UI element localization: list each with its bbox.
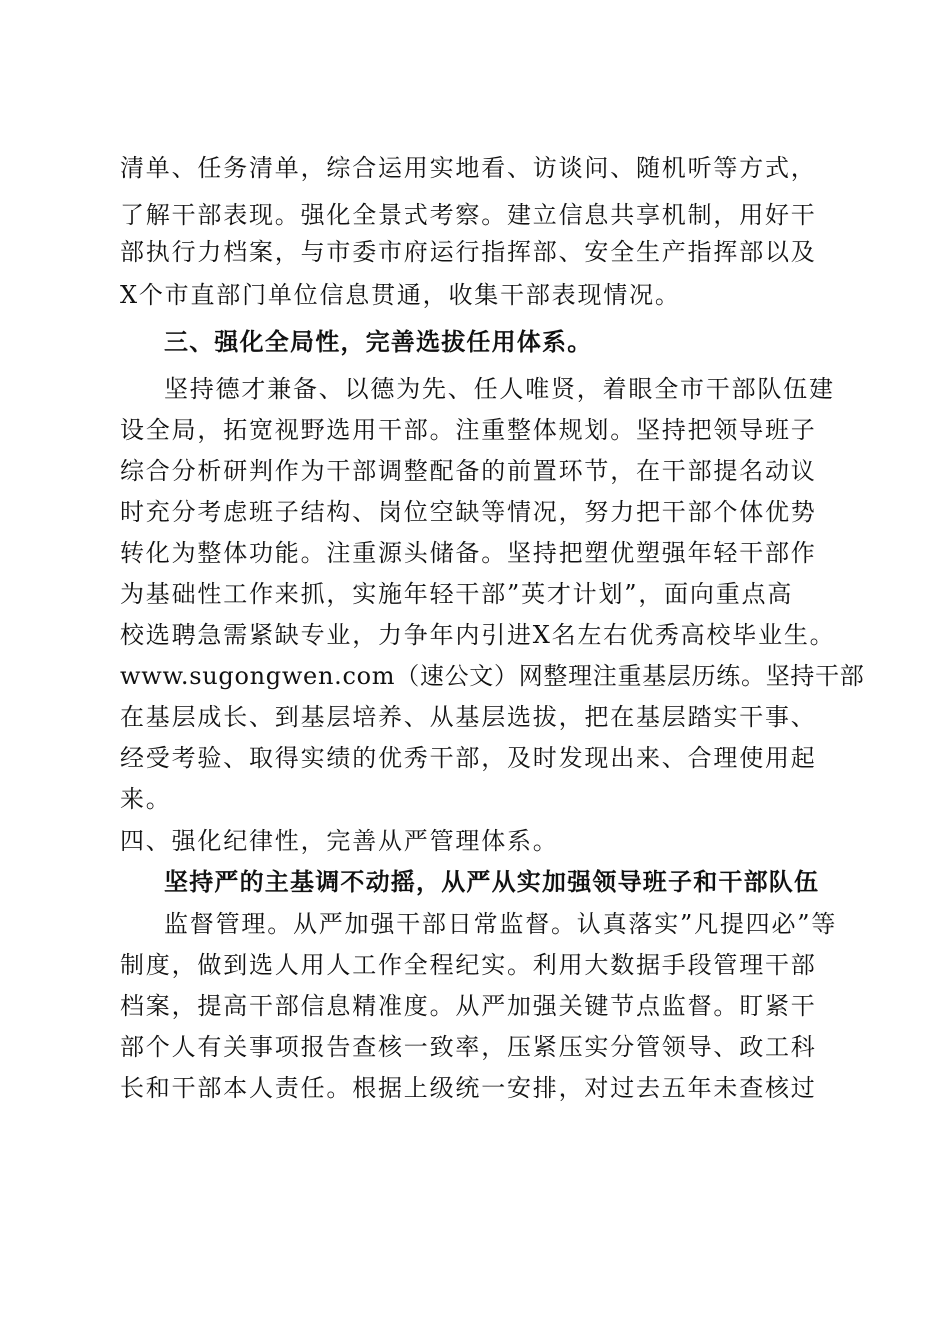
body-line: 部个人有关事项报告查核一致率，压紧压实分管领导、政工科 (120, 1033, 817, 1061)
body-line: 综合分析研判作为干部调整配备的前置环节，在干部提名动议 (120, 457, 817, 485)
section-heading: 三、强化全局性，完善选拔任用体系。 (164, 328, 593, 356)
body-line: 经受考验、取得实绩的优秀干部，及时发现出来、合理使用起 (120, 744, 817, 772)
body-line: 来。 (120, 785, 172, 813)
paragraph-first-line: 监督管理。从严加强干部日常监督。认真落实”凡提四必”等 (164, 910, 838, 938)
body-line: X个市直部门单位信息贯通，收集干部表现情况。 (120, 281, 681, 309)
body-line (120, 1147, 828, 1193)
section-heading: 坚持严的主基调不动摇，从严从实加强领导班子和干部队伍 (164, 868, 820, 896)
body-line: 档案，提高干部信息精准度。从严加强关键节点监督。盯紧干 (120, 992, 817, 1020)
body-line: 校选聘急需紧缺专业，力争年内引进X名左右优秀高校毕业生。 (120, 621, 836, 649)
body-line: 时充分考虑班子结构、岗位空缺等情况，努力把干部个体优势 (120, 498, 817, 526)
body-line: 四、强化纪律性，完善从严管理体系。 (120, 827, 559, 855)
body-line: 部执行力档案，与市委市府运行指挥部、安全生产指挥部以及 (120, 238, 817, 266)
body-line: 为基础性工作来抓，实施年轻干部”英才计划”，面向重点高 (120, 580, 794, 608)
body-line: 在基层成长、到基层培养、从基层选拔，把在基层踏实干事、 (120, 703, 817, 731)
body-line: 了解干部表现。强化全景式考察。建立信息共享机制，用好干 (120, 201, 817, 229)
body-line: 清单、任务清单，综合运用实地看、访谈问、随机听等方式， (120, 154, 817, 182)
body-line: 长和干部本人责任。根据上级统一安排，对过去五年未查核过 (120, 1074, 817, 1102)
body-line: 制度，做到选人用人工作全程纪实。利用大数据手段管理干部 (120, 951, 817, 979)
body-line (120, 1106, 828, 1152)
body-line: www.sugongwen.com（速公文）网整理注重基层历练。坚持干部 (120, 662, 865, 690)
paragraph-first-line: 坚持德才兼备、以德为先、任人唯贤，着眼全市干部队伍建 (164, 375, 835, 403)
body-line: 转化为整体功能。注重源头储备。坚持把塑优塑强年轻干部作 (120, 539, 817, 567)
body-line: 设全局，拓宽视野选用干部。注重整体规划。坚持把领导班子 (120, 416, 817, 444)
